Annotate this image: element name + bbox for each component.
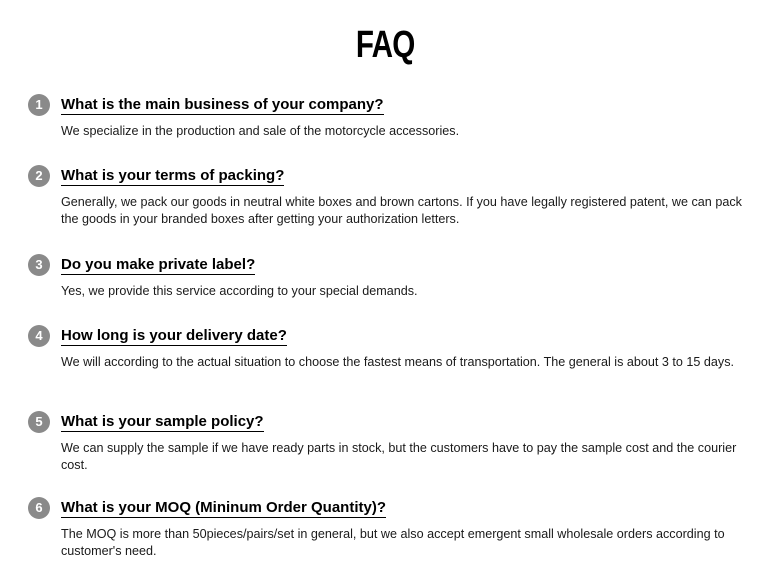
number-badge: 4 — [28, 325, 50, 347]
faq-answer: The MOQ is more than 50pieces/pairs/set in general, but we also accept emergent small wholesale orders according to customer's need. — [61, 527, 725, 558]
faq-question: Do you make private label? — [61, 256, 256, 273]
number-badge: 3 — [28, 254, 50, 276]
faq-answer: We will according to the actual situation to choose the fastest means of transportation. The general is about 3 to 15 days. — [61, 355, 734, 369]
page-title: FAQ — [355, 24, 415, 66]
faq-answer: We specialize in the production and sale of the motorcycle accessories. — [61, 124, 460, 138]
number-badge: 5 — [28, 411, 50, 433]
faq-answer: Generally, we pack our goods in neutral white boxes and brown cartons. If you have legally registered patent, we can pack the goods in your branded boxes after getting your authorization letters. — [61, 195, 742, 226]
faq-question: What is your MOQ (Mininum Order Quantity)? — [61, 499, 386, 516]
number-badge: 1 — [28, 94, 50, 116]
faq-question: How long is your delivery date? — [61, 327, 287, 344]
faq-answer: We can supply the sample if we have ready parts in stock, but the customers have to pay the sample cost and the courier cost. — [61, 441, 737, 472]
faq-answer: Yes, we provide this service according to your special demands. — [61, 284, 418, 298]
faq-question: What is the main business of your company? — [61, 96, 384, 113]
faq-question: What is your terms of packing? — [61, 167, 285, 184]
number-badge: 2 — [28, 165, 50, 187]
number-badge: 6 — [28, 497, 50, 519]
faq-question: What is your sample policy? — [61, 413, 264, 430]
